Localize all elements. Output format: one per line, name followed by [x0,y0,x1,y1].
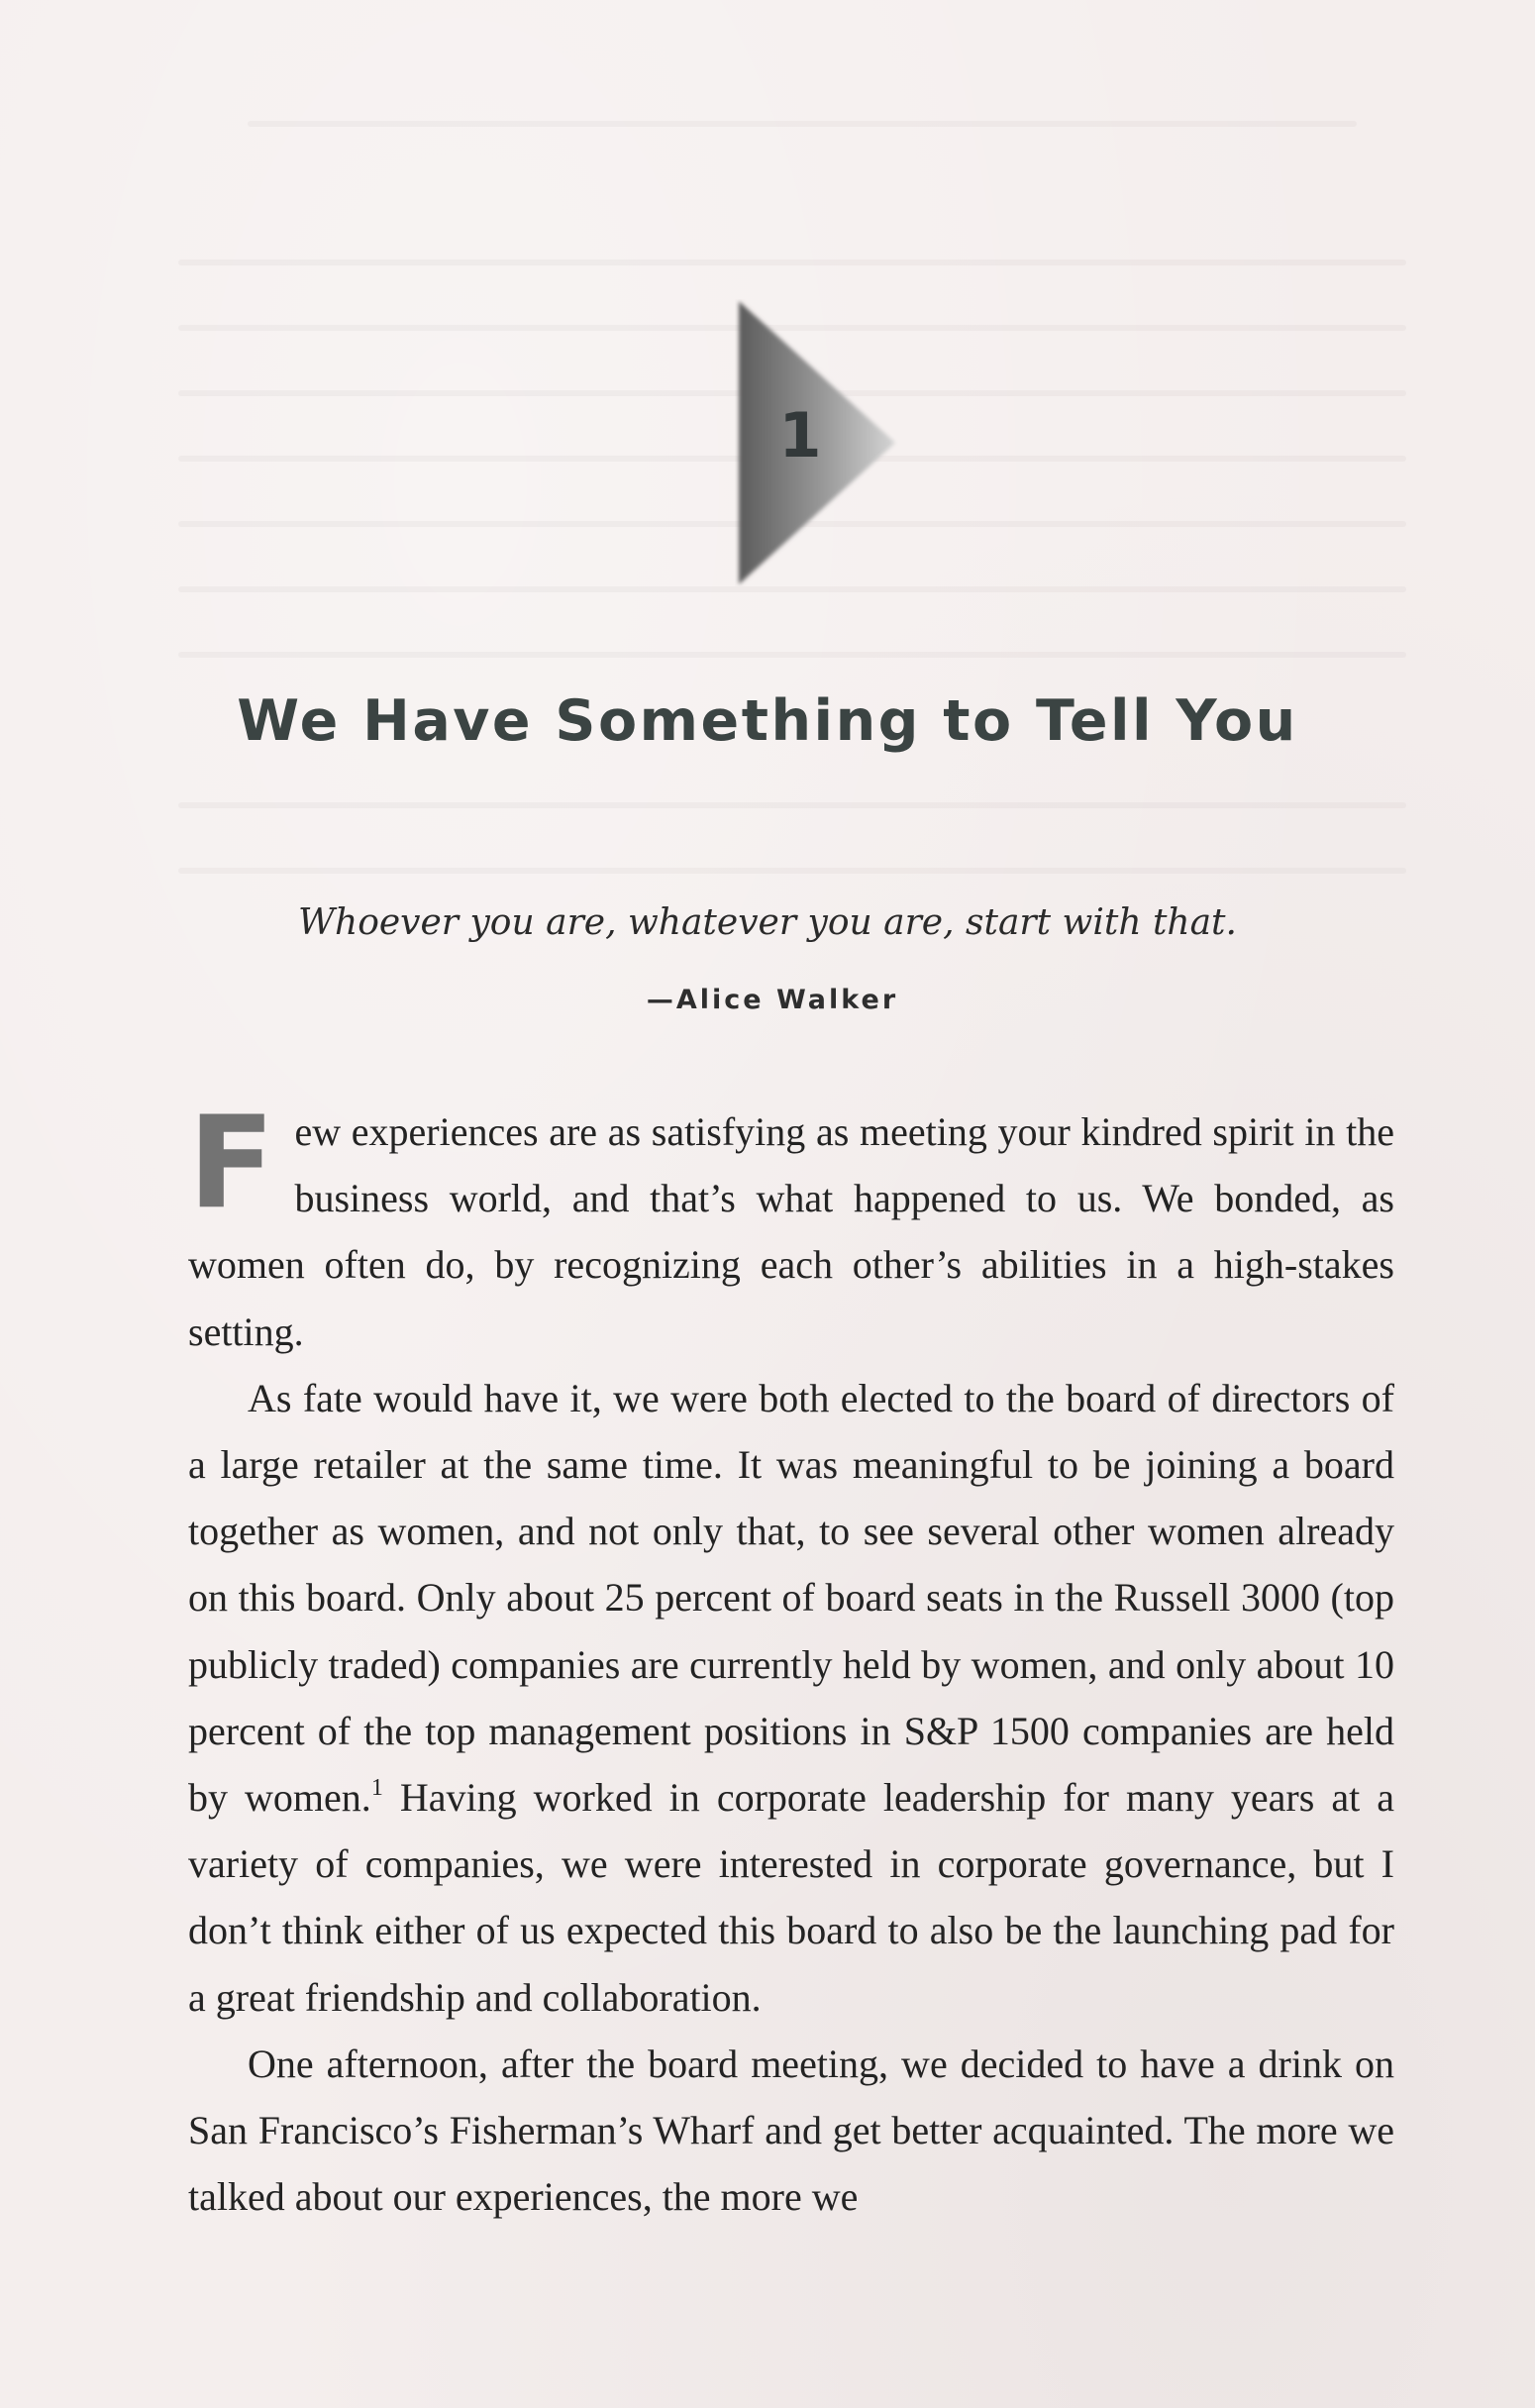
footnote-reference[interactable]: 1 [370,1775,383,1802]
paragraph-3-text: One afternoon, after the board meeting, we decided to have a drink on San Francisco’s Fisherman’s Wharf and get better acquainted. The more we talked about our experiences, the more we [188,2041,1394,2220]
show-through-line [178,802,1406,808]
paragraph-2 [188,1365,1394,2031]
paragraph-1 [188,1090,1394,1365]
paragraph-1-text: ew experiences are as satisfying as meeting your kindred spirit in the business world, and that’s what happened to us. We bonded, as women often do, by recognizing each other’s abilities in a high-stakes setting. [188,1109,1394,1354]
drop-cap: F [188,1090,275,1237]
show-through-line [178,652,1406,658]
paragraph-2-text: As fate would have it, we were both elected to the board of directors of a large retailer at the same time. It was meaningful to be joining a board together as women, and not only that, to see several other women already on this board. Only about 25 percent of board seats in the Russell 3000 (top publicly traded) companies are currently held by women, and only about 10 percent of the top management positions in S&P 1500 companies are held by women. [188,1375,1394,1821]
chapter-number: 1 [778,399,822,471]
epigraph-attribution: —Alice Walker [646,985,899,1015]
show-through-line [248,121,1357,127]
show-through-line [178,260,1406,265]
chapter-body [188,1090,1394,2230]
paragraph-3 [188,2031,1394,2231]
show-through-line [178,868,1406,874]
paragraph-2-continuation: Having worked in corporate leadership for many years at a variety of companies, we were interested in corporate governance, but I don’t think either of us expected this board to also be the launching pad for a great friendship and collaboration. [188,1775,1394,2020]
chapter-title: We Have Something to Tell You [237,688,1298,754]
show-through-line [178,586,1406,592]
epigraph-quote: Whoever you are, whatever you are, start with that. [298,902,1237,943]
